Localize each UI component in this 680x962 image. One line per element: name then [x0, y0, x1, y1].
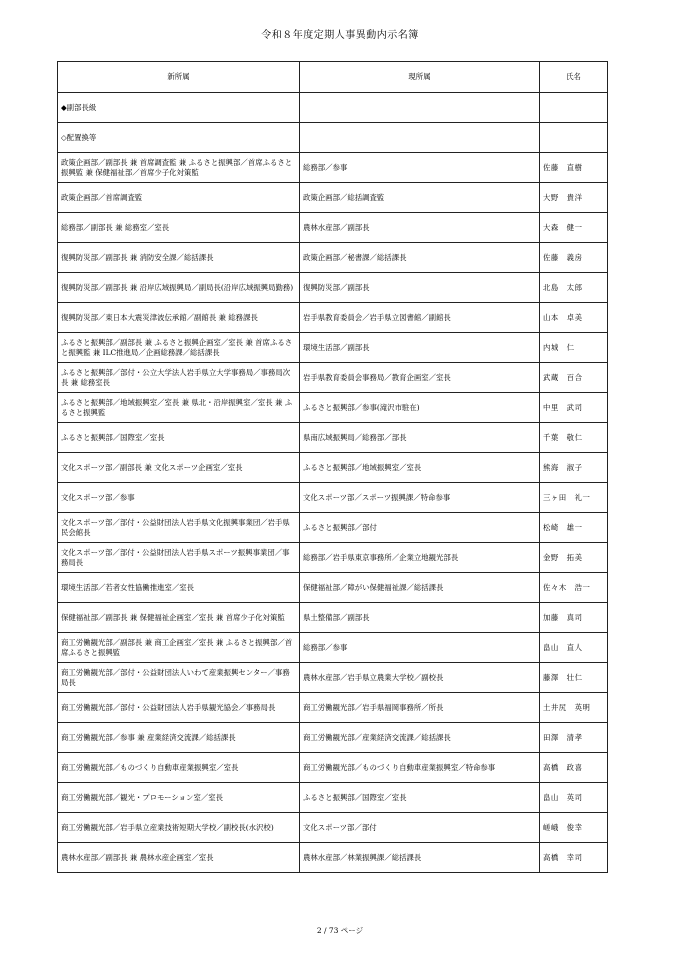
cell-current-post: 商工労働観光部／岩手県福岡事務所／所長: [300, 693, 540, 723]
table-row: [58, 363, 608, 393]
cell-new-post: 復興防災部／副部長 兼 消防安全課／総括課長: [58, 243, 300, 273]
cell-name: [540, 123, 608, 153]
cell-name: 高橋 幸司: [540, 843, 608, 873]
cell-current-post: 文化スポーツ部／部付: [300, 813, 540, 843]
cell-new-post: 商工労働観光部／観光・プロモーション室／室長: [58, 783, 300, 813]
cell-current-post: 商工労働観光部／産業経済交流課／総括課長: [300, 723, 540, 753]
document-title: 令和８年度定期人事異動内示名簿: [261, 30, 419, 41]
table-row: [58, 633, 608, 663]
cell-new-post: 文化スポーツ部／参事: [58, 483, 300, 513]
cell-new-post: 商工労働観光部／参事 兼 産業経済交流課／総括課長: [58, 723, 300, 753]
table-row: [58, 693, 608, 723]
cell-name: 加藤 真司: [540, 603, 608, 633]
cell-new-post: 文化スポーツ部／副部長 兼 文化スポーツ企画室／室長: [58, 453, 300, 483]
cell-current-post: 総務部／参事: [300, 633, 540, 663]
cell-name: 北島 太郎: [540, 273, 608, 303]
table-row: [58, 723, 608, 753]
cell-new-post: 農林水産部／副部長 兼 農林水産企画室／室長: [58, 843, 300, 873]
cell-name: 土井尻 英明: [540, 693, 608, 723]
cell-current-post: 岩手県教育委員会事務局／教育企画室／室長: [300, 363, 540, 393]
table-row: [58, 483, 608, 513]
cell-name: 大森 健一: [540, 213, 608, 243]
cell-new-post: ◆副部長級: [58, 93, 300, 123]
cell-new-post: ふるさと振興部／地域振興室／室長 兼 県北・沿岸振興室／室長 兼 ふるさと振興監: [58, 393, 300, 423]
cell-current-post: 政策企画部／総括調査監: [300, 183, 540, 213]
cell-current-post: 総務部／岩手県東京事務所／企業立地観光部長: [300, 543, 540, 573]
cell-new-post: ふるさと振興部／副部長 兼 ふるさと振興企画室／室長 兼 首席ふるさと振興監 兼 ILC推進局／企画総務課／総括課長: [58, 333, 300, 363]
table-row: [58, 423, 608, 453]
cell-new-post: 環境生活部／若者女性協働推進室／室長: [58, 573, 300, 603]
cell-new-post: ふるさと振興部／部付・公立大学法人岩手県立大学事務局／事務局次長 兼 総務室長: [58, 363, 300, 393]
cell-name: 中里 武司: [540, 393, 608, 423]
table-row: [58, 543, 608, 573]
table-row: [58, 453, 608, 483]
cell-new-post: 政策企画部／副部長 兼 首席調査監 兼 ふるさと振興部／首席ふるさと振興監 兼 保健福祉部／首席少子化対策監: [58, 153, 300, 183]
cell-name: 畠山 直人: [540, 633, 608, 663]
cell-new-post: 保健福祉部／副部長 兼 保健福祉企画室／室長 兼 首席少子化対策監: [58, 603, 300, 633]
table-row: [58, 753, 608, 783]
header-new-post: 新所属: [58, 62, 300, 93]
cell-current-post: ふるさと振興部／部付: [300, 513, 540, 543]
table-row: [58, 303, 608, 333]
personnel-table: [57, 61, 608, 873]
cell-name: 千葉 敬仁: [540, 423, 608, 453]
header-name: 氏名: [540, 62, 608, 93]
cell-current-post: 農林水産部／林業振興課／総括課長: [300, 843, 540, 873]
header-row: [58, 62, 608, 93]
cell-name: 佐々木 浩一: [540, 573, 608, 603]
cell-name: 嵯峨 俊幸: [540, 813, 608, 843]
cell-name: 山本 卓美: [540, 303, 608, 333]
cell-current-post: 県南広域振興局／総務部／部長: [300, 423, 540, 453]
table-row: [58, 783, 608, 813]
cell-new-post: 政策企画部／首席調査監: [58, 183, 300, 213]
cell-current-post: 文化スポーツ部／スポーツ振興課／特命参事: [300, 483, 540, 513]
cell-name: 三ヶ田 礼一: [540, 483, 608, 513]
cell-current-post: ふるさと振興部／国際室／室長: [300, 783, 540, 813]
cell-new-post: 商工労働観光部／岩手県立産業技術短期大学校／副校長(水沢校): [58, 813, 300, 843]
table-row: [58, 123, 608, 153]
cell-name: 内城 仁: [540, 333, 608, 363]
cell-current-post: 農林水産部／岩手県立農業大学校／副校長: [300, 663, 540, 693]
cell-current-post: 復興防災部／副部長: [300, 273, 540, 303]
cell-name: 熊海 淑子: [540, 453, 608, 483]
cell-current-post: ふるさと振興部／地域振興室／室長: [300, 453, 540, 483]
cell-name: 松崎 雄一: [540, 513, 608, 543]
cell-current-post: 総務部／参事: [300, 153, 540, 183]
cell-name: 佐藤 直樹: [540, 153, 608, 183]
table-row: [58, 603, 608, 633]
table-row: [58, 513, 608, 543]
header-current-post: 現所属: [300, 62, 540, 93]
cell-name: 大野 貴洋: [540, 183, 608, 213]
cell-name: 武蔵 百合: [540, 363, 608, 393]
page-number: 2 / 73 ページ: [316, 926, 364, 935]
cell-name: [540, 93, 608, 123]
cell-current-post: 保健福祉部／障がい保健福祉課／総括課長: [300, 573, 540, 603]
cell-current-post: ふるさと振興部／参事(滝沢市駐在): [300, 393, 540, 423]
cell-current-post: 岩手県教育委員会／岩手県立図書館／副館長: [300, 303, 540, 333]
table-row: [58, 333, 608, 363]
cell-new-post: 商工労働観光部／副部長 兼 商工企画室／室長 兼 ふるさと振興部／首席ふるさと振興監: [58, 633, 300, 663]
cell-new-post: 商工労働観光部／部付・公益財団法人岩手県観光協会／事務局長: [58, 693, 300, 723]
table-row: [58, 273, 608, 303]
cell-current-post: 商工労働観光部／ものづくり自動車産業振興室／特命参事: [300, 753, 540, 783]
table-row: [58, 243, 608, 273]
table-row: [58, 393, 608, 423]
cell-name: 藤澤 壮仁: [540, 663, 608, 693]
cell-new-post: 商工労働観光部／ものづくり自動車産業振興室／室長: [58, 753, 300, 783]
table-row: [58, 843, 608, 873]
cell-current-post: 県土整備部／副部長: [300, 603, 540, 633]
cell-current-post: [300, 123, 540, 153]
cell-current-post: 農林水産部／副部長: [300, 213, 540, 243]
cell-new-post: ふるさと振興部／国際室／室長: [58, 423, 300, 453]
cell-new-post: 復興防災部／副部長 兼 沿岸広域振興局／副局長(沿岸広域振興局勤務): [58, 273, 300, 303]
cell-current-post: [300, 93, 540, 123]
table-row: [58, 153, 608, 183]
cell-name: 高橋 政喜: [540, 753, 608, 783]
cell-new-post: 復興防災部／東日本大震災津波伝承館／副館長 兼 総務課長: [58, 303, 300, 333]
cell-new-post: 文化スポーツ部／部付・公益財団法人岩手県スポーツ振興事業団／事務局長: [58, 543, 300, 573]
table-body: [58, 93, 608, 873]
cell-new-post: 文化スポーツ部／部付・公益財団法人岩手県文化振興事業団／岩手県民会館長: [58, 513, 300, 543]
cell-new-post: 商工労働観光部／部付・公益財団法人いわて産業振興センター／事務局長: [58, 663, 300, 693]
cell-new-post: 総務部／副部長 兼 総務室／室長: [58, 213, 300, 243]
table-row: [58, 93, 608, 123]
table-row: [58, 573, 608, 603]
cell-name: 田澤 清孝: [540, 723, 608, 753]
cell-new-post: ◇配置換等: [58, 123, 300, 153]
table-row: [58, 813, 608, 843]
cell-name: 金野 拓美: [540, 543, 608, 573]
cell-name: 佐藤 義房: [540, 243, 608, 273]
table-row: [58, 213, 608, 243]
cell-name: 畠山 英司: [540, 783, 608, 813]
table-row: [58, 183, 608, 213]
table-row: [58, 663, 608, 693]
cell-current-post: 環境生活部／副部長: [300, 333, 540, 363]
cell-current-post: 政策企画部／秘書課／総括課長: [300, 243, 540, 273]
